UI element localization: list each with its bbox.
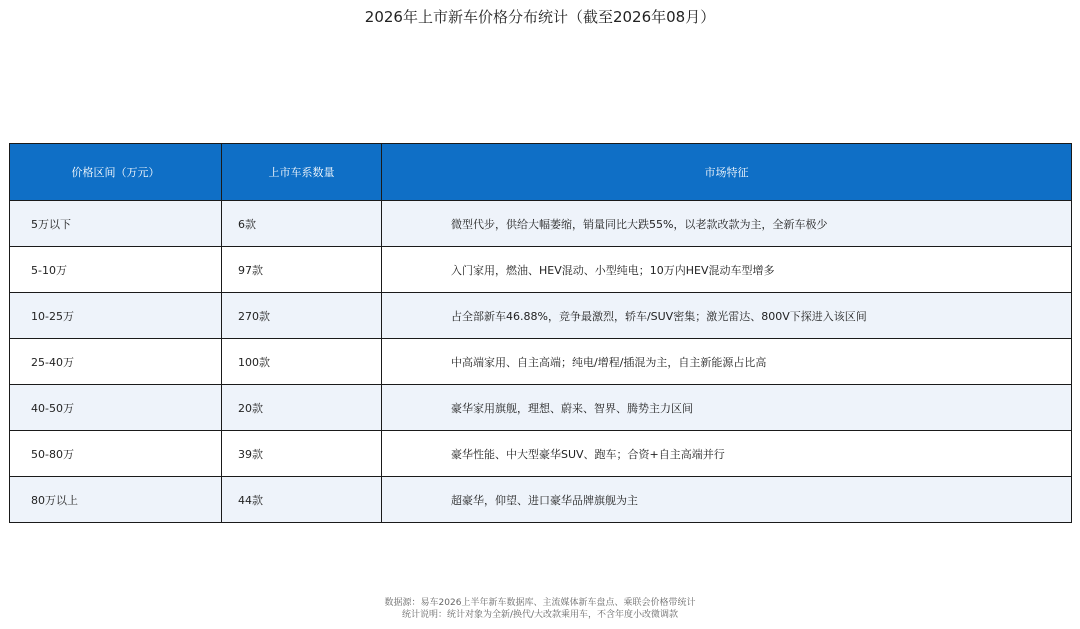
- header-market-feature: 市场特征: [382, 144, 1072, 201]
- cell-series-count: 270款: [222, 293, 382, 339]
- cell-price-range: 50-80万: [10, 431, 222, 477]
- cell-market-feature: 微型代步，供给大幅萎缩，销量同比大跌55%，以老款改款为主，全新车极少: [382, 201, 1072, 247]
- cell-price-range: 25-40万: [10, 339, 222, 385]
- table-body: [10, 201, 1072, 523]
- header-price-range: 价格区间（万元）: [10, 144, 222, 201]
- cell-series-count: 6款: [222, 201, 382, 247]
- footer-note: 统计说明：统计对象为全新/换代/大改款乘用车，不含年度小改微调款: [401, 610, 679, 620]
- cell-market-feature: 中高端家用、自主高端；纯电/增程/插混为主，自主新能源占比高: [382, 339, 1072, 385]
- cell-price-range: 5万以下: [10, 201, 222, 247]
- cell-price-range: 10-25万: [10, 293, 222, 339]
- cell-price-range: 80万以上: [10, 477, 222, 523]
- cell-market-feature: 豪华家用旗舰，理想、蔚来、智界、腾势主力区间: [382, 385, 1072, 431]
- cell-series-count: 39款: [222, 431, 382, 477]
- table-row: [10, 431, 1072, 477]
- table-row: [10, 385, 1072, 431]
- price-distribution-table: [9, 143, 1071, 523]
- cell-series-count: 100款: [222, 339, 382, 385]
- cell-price-range: 5-10万: [10, 247, 222, 293]
- cell-market-feature: 超豪华，仰望、进口豪华品牌旗舰为主: [382, 477, 1072, 523]
- cell-price-range: 40-50万: [10, 385, 222, 431]
- footer: [0, 597, 1080, 621]
- table-row: [10, 247, 1072, 293]
- cell-market-feature: 入门家用，燃油、HEV混动、小型纯电；10万内HEV混动车型增多: [382, 247, 1072, 293]
- table-row: [10, 477, 1072, 523]
- cell-series-count: 20款: [222, 385, 382, 431]
- cell-series-count: 44款: [222, 477, 382, 523]
- table-row: [10, 293, 1072, 339]
- cell-market-feature: 豪华性能、中大型豪华SUV、跑车；合资+自主高端并行: [382, 431, 1072, 477]
- table-header-row: [10, 144, 1072, 201]
- cell-market-feature: 占全部新车46.88%，竞争最激烈，轿车/SUV密集；激光雷达、800V下探进入该区间: [382, 293, 1072, 339]
- table-row: [10, 201, 1072, 247]
- header-series-count: 上市车系数量: [222, 144, 382, 201]
- data-table: [9, 143, 1072, 523]
- footer-source: 数据源：易车2026上半年新车数据库、主流媒体新车盘点、乘联会价格带统计: [384, 598, 696, 608]
- chart-title: 2026年上市新车价格分布统计（截至2026年08月）: [364, 8, 716, 26]
- cell-series-count: 97款: [222, 247, 382, 293]
- table-row: [10, 339, 1072, 385]
